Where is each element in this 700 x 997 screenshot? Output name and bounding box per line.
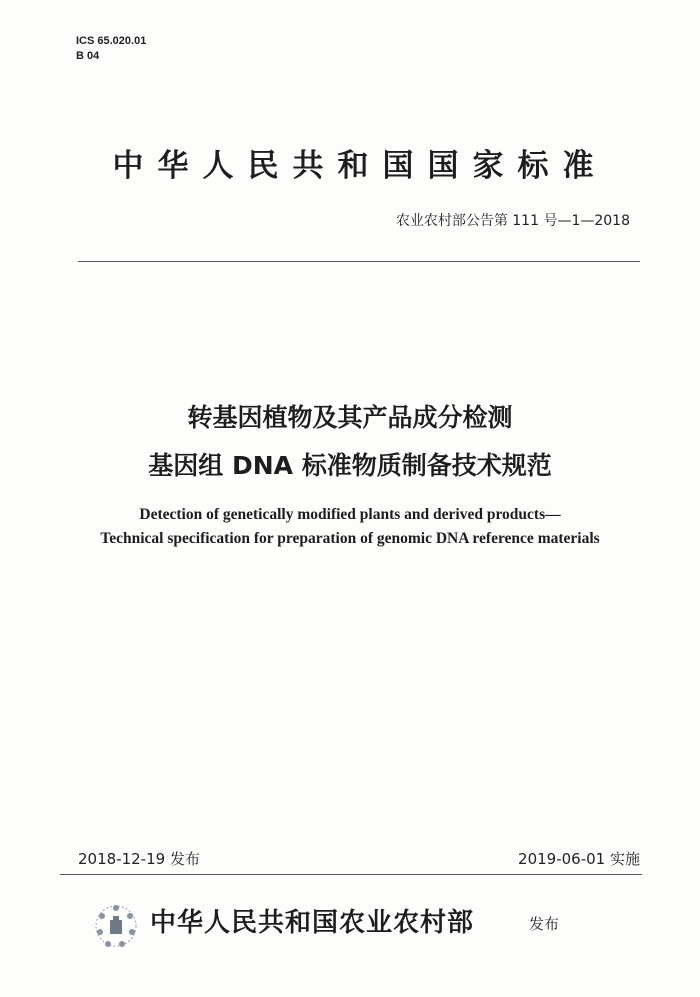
ics-code: ICS 65.020.01 xyxy=(76,35,147,47)
bottom-divider xyxy=(60,874,642,875)
top-divider xyxy=(78,261,640,262)
english-title-line-2: Technical specification for preparation of genomic DNA reference materials xyxy=(100,530,600,547)
ccs-code: B 04 xyxy=(76,50,100,62)
english-title-line-1: Detection of genetically modified plants and derived products— xyxy=(139,506,561,523)
standard-title: 中华人民共和国国家标准 xyxy=(112,148,608,184)
chinese-title-line-2: 基因组 DNA 标准物质制备技术规范 xyxy=(148,451,552,480)
issuer-suffix: 发布 xyxy=(529,915,560,933)
issue-date: 2018-12-19 发布 xyxy=(78,850,200,868)
ministry-emblem-icon xyxy=(92,902,140,950)
effective-date: 2019-06-01 实施 xyxy=(518,850,640,868)
ics-classification xyxy=(76,34,146,64)
issuing-authority: 中华人民共和国农业农村部 xyxy=(150,908,475,938)
chinese-title-line-1: 转基因植物及其产品成分检测 xyxy=(187,403,513,432)
standard-code: 农业农村部公告第 111 号—1—2018 xyxy=(395,213,630,229)
